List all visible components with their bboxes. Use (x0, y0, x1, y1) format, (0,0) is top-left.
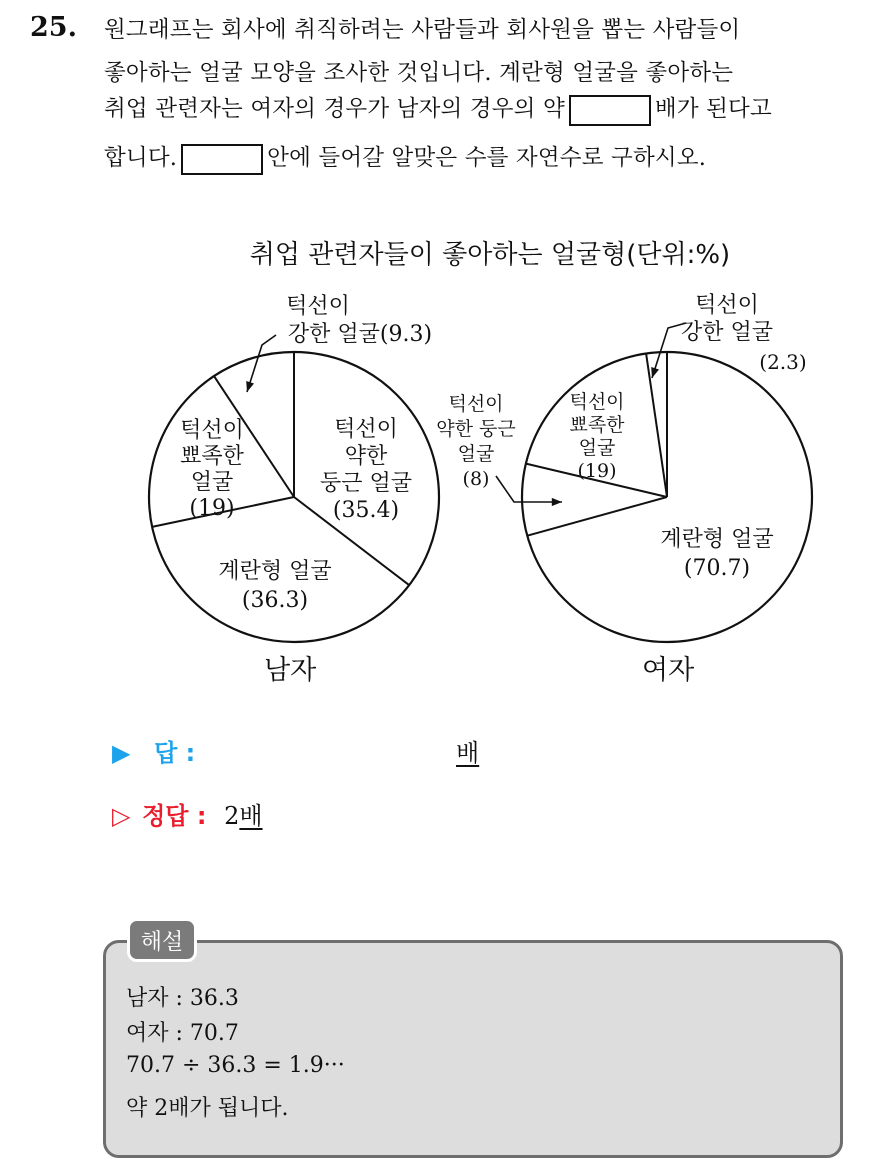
chart-title: 취업 관련자들이 좋아하는 얼굴형(단위:%) (249, 240, 731, 270)
answer-unit: 배 (456, 739, 480, 767)
female-label-egg: 계란형 얼굴 (70.7) (660, 527, 774, 581)
male-label-egg: 계란형 얼굴 (36.3) (218, 559, 332, 613)
male-label-strong-1: 턱선이 (286, 294, 350, 319)
female-label-weak-round: 턱선이 약한 둥근 얼굴 (8) (436, 393, 516, 490)
answer-label: 답 : (154, 739, 196, 767)
solution-line-3: 70.7 ÷ 36.3 = 1.9··· (126, 1053, 345, 1078)
female-label-strong: 턱선이 강한 얼굴 (680, 293, 774, 345)
question-line-1: 원그래프는 회사에 취직하려는 사람들과 회사원을 뽑는 사람들이 (104, 17, 741, 43)
pie-chart-female (522, 352, 812, 642)
correct-marker-icon: ▷ (112, 802, 131, 830)
question-number: 25. (30, 12, 77, 43)
solution-line-4: 약 2배가 됩니다. (126, 1096, 289, 1121)
solution-box (103, 940, 843, 1158)
solution-tag: 해설 (127, 918, 197, 962)
male-label-strong-2: 강한 얼굴(9.3) (287, 322, 433, 347)
correct-value: 2 (224, 802, 240, 830)
correct-unit: 배 (239, 802, 263, 830)
question-line-3-tail: 배가 된다고 (654, 96, 772, 122)
solution-line-1: 남자 : 36.3 (126, 986, 239, 1011)
question-line-4-text: 합니다. (104, 145, 178, 171)
caption-male: 남자 (264, 655, 317, 686)
question-line-2: 좋아하는 얼굴 모양을 조사한 것입니다. 계란형 얼굴을 좋아하는 (104, 60, 734, 86)
female-label-strong-value: (2.3) (759, 350, 807, 374)
question-line-4-tail: 안에 들어갈 알맞은 수를 자연수로 구하시오. (267, 145, 707, 171)
male-label-pointy: 턱선이 뾰족한 얼굴 (19) (180, 418, 244, 521)
correct-answer-row (112, 796, 263, 831)
correct-label: 정답 : (142, 802, 207, 830)
answer-marker-icon: ▶ (112, 739, 131, 767)
solution-line-2: 여자 : 70.7 (126, 1021, 239, 1046)
female-label-pointy: 턱선이 뾰족한 얼굴 (19) (569, 391, 625, 482)
question-line-3-text: 취업 관련자는 여자의 경우가 남자의 경우의 약 (104, 96, 565, 122)
male-label-weak-round: 턱선이 약한 둥근 얼굴 (35.4) (319, 417, 413, 523)
answer-row (112, 733, 480, 768)
caption-female: 여자 (642, 655, 695, 686)
